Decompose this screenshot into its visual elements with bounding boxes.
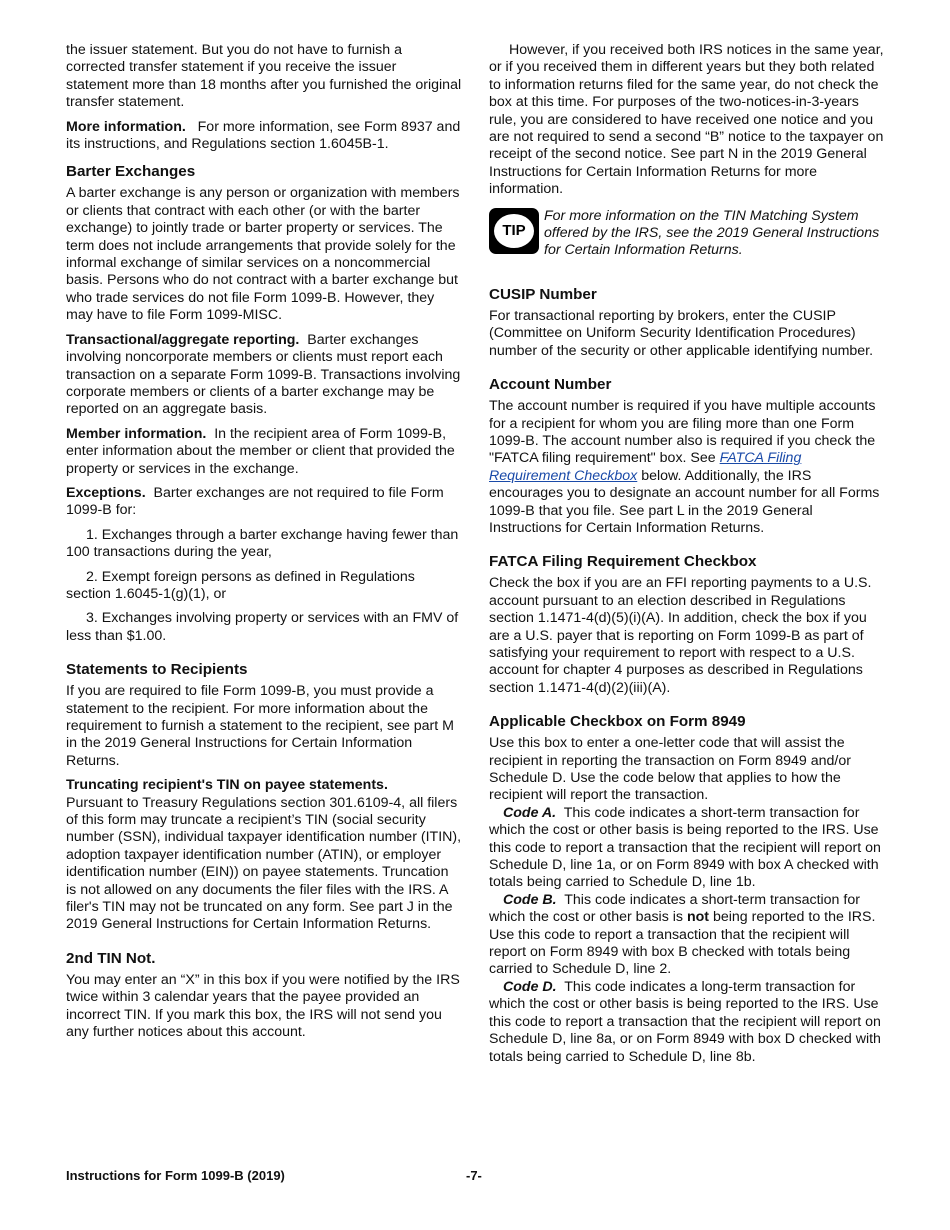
applicable-paragraph: Use this box to enter a one-letter code that will assist the recipient in reporting the transaction on Form 8949 and/or Schedule D. Use the code below that applies to how the recipient will report the transaction. (489, 735, 851, 804)
exception-item: 3. Exchanges involving property or services with an FMV of less than $1.00. (66, 610, 459, 644)
statements-heading: Statements to Recipients (66, 661, 248, 679)
account-paragraph (489, 398, 885, 537)
right-column (489, 42, 885, 1066)
code-d-paragraph (489, 979, 885, 1066)
statements-paragraph: If you are required to file Form 1099-B, you must provide a statement to the recipient. For more information about the requirement to furnish a statement to the recipient, see part M in the 2019 General Instructions for Certain Information Returns. (66, 683, 454, 769)
fatca-paragraph: Check the box if you are an FFI reporting payments to a U.S. account pursuant to an election described in Regulations section 1.1471-4(d)(5)(i)(A). In addition, check the box if you are a U.S. payer that is reporting on Form 1099-B as part of satisfying your requirement to report with respect to a U.S. account for chapter 4 purposes as described in Regulations section 1.1471-4(d)(2)(iii)(A). (489, 575, 872, 696)
code-d-label: Code D. (503, 978, 557, 995)
tip-text: For more information on the TIN Matching System offered by the IRS, see the 2019 General Instructions for Certain Information Returns. (544, 207, 880, 259)
exception-item: 2. Exempt foreign persons as defined in Regulations section 1.6045-1(g)(1), or (66, 568, 415, 602)
code-b-label: Code B. (503, 891, 557, 908)
exceptions-lead: Exceptions. (66, 484, 146, 501)
barter-paragraph: A barter exchange is any person or organization with members or clients that contract with each other (or with the barter exchange) to jointly trade or barter property or services. The term does not include arrangements that provide solely for the informal exchange of similar services on a noncommercial basis. Persons who do not contract with a barter exchange but who trade services do not file Form 1099-B. However, they may have to file Form 1099-MISC. (66, 185, 460, 324)
however-paragraph: However, if you received both IRS notices in the same year, or if you received them in different years but they both related to information returns filed for the same year, do not check the box at this time. For purposes of the two-notices-in-3-years rule, you are considered to have received one notice and you are not required to send a second “B” notice to the taxpayer on receipt of the second notice. See part N in the 2019 General Instructions for Certain Information Returns for more information. (489, 42, 884, 198)
more-info-paragraph (66, 119, 462, 154)
code-a-text: This code indicates a short-term transaction for which the cost or other basis is being reported to the IRS. Use this code to report a transaction that the recipient will report on Schedule D, line 1a, or on Form 8949 with box A checked with totals being carried to Schedule D, line 1b. (489, 804, 881, 891)
footer-title: Instructions for Form 1099-B (2019) (66, 1168, 285, 1183)
account-text-b: below. Additionally, the IRS encourages you to designate an account number for all Forms 1099-B that you file. See part L in the 2019 General Instructions for Certain Information Returns. (489, 467, 880, 536)
member-text: In the recipient area of Form 1099-B, enter information about the member or client that provided the property or services in the exchange. (66, 425, 455, 477)
account-text-a: The account number is required if you have multiple accounts for a recipient for whom you are filing more than one Form 1099-B. The account number also is required if you check the "FATCA filing requirement" box. See (489, 398, 876, 467)
intro-paragraph: the issuer statement. But you do not have to furnish a corrected transfer statement if you receive the issuer statement more than 18 months after you furnished the original transfer statement. (66, 42, 462, 111)
tip-box (489, 208, 885, 260)
code-d-text: This code indicates a long-term transaction for which the cost or other basis is being reported to the IRS. Use this code to report a transaction that the recipient will report on Schedule D, line 8a, or on Form 8949 with box D checked with totals being carried to Schedule D, line 8b. (489, 978, 881, 1065)
page-footer (66, 1168, 886, 1183)
barter-heading: Barter Exchanges (66, 163, 196, 181)
left-column (66, 42, 462, 1049)
truncating-lead: Truncating recipient's TIN on payee statements. (66, 777, 388, 794)
exception-item: 1. Exchanges through a barter exchange having fewer than 100 transactions during the year, (66, 526, 459, 561)
exceptions-text: Barter exchanges are not required to file Form 1099-B for: (66, 484, 444, 519)
cusip-paragraph: For transactional reporting by brokers, enter the CUSIP (Committee on Uniform Security Identification Procedures) number of the security or other applicable identifying number. (489, 307, 874, 359)
truncating-text: Pursuant to Treasury Regulations section 301.6109-4, all filers of this form may truncate a recipient’s TIN (social security number (SSN), individual taxpayer identification number (ITIN), adoption taxpayer identification number (ATIN), or employer identification number (EIN)) on payee statements. Truncation is not allowed on any documents the filer files with the IRS. A filer's TIN may not be truncated on any form. See part J in the 2019 General Instructions for Certain Information Returns. (66, 794, 462, 933)
page-number: -7- (466, 1168, 482, 1183)
exceptions-paragraph (66, 485, 462, 520)
fatca-link[interactable]: FATCA Filing Requirement Checkbox (489, 450, 802, 484)
tin-paragraph: You may enter an “X” in this box if you were notified by the IRS twice within 3 calendar years that the payee provided an incorrect TIN. If you mark this box, the IRS will not send you any further notices about this account. (66, 971, 460, 1041)
code-b-paragraph (489, 892, 885, 979)
truncating-paragraph (66, 777, 462, 934)
transactional-text: Barter exchanges involving noncorporate members or clients must report each transaction on a separate Form 1099-B. Transactions involving corporate members or clients of a barter exchange may be reported on an aggregate basis. (66, 331, 461, 418)
account-heading: Account Number (489, 376, 612, 394)
tin-heading: 2nd TIN Not. (66, 949, 156, 967)
more-info-text: For more information, see Form 8937 and its instructions, and Regulations section 1.6045B-1. (66, 118, 461, 153)
code-b-text-b: being reported to the IRS. Use this code to report a transaction that the recipient will report on Form 8949 with box B checked with totals being carried to Schedule D, line 2. (489, 909, 876, 978)
code-a-paragraph (489, 805, 885, 892)
member-paragraph (66, 426, 462, 478)
applicable-heading: Applicable Checkbox on Form 8949 (489, 713, 746, 731)
transactional-paragraph (66, 332, 462, 419)
transactional-lead: Transactional/aggregate reporting. (66, 331, 300, 348)
code-b-text-a: This code indicates a short-term transaction for which the cost or other basis is (489, 891, 860, 926)
cusip-heading: CUSIP Number (489, 285, 597, 303)
tip-badge-label: TIP (494, 214, 534, 248)
code-b-not: not (686, 909, 709, 926)
code-a-label: Code A. (503, 804, 557, 821)
tip-icon (489, 208, 539, 254)
fatca-heading: FATCA Filing Requirement Checkbox (489, 553, 757, 571)
more-info-lead: More information. (66, 118, 186, 135)
member-lead: Member information. (66, 425, 207, 442)
